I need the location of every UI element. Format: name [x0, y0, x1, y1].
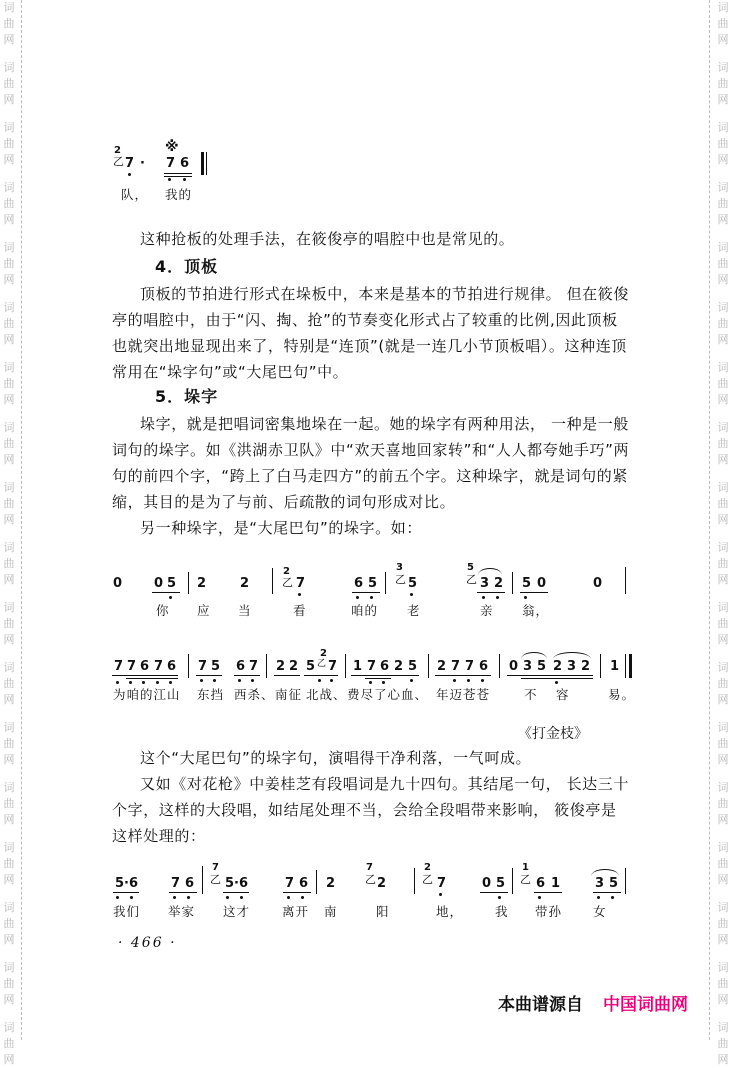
watermark-text: 词 曲 网 — [717, 601, 729, 646]
note: 7 — [249, 659, 259, 674]
underline — [352, 592, 380, 593]
underline — [520, 592, 548, 593]
underline — [164, 176, 192, 177]
footer-prefix: 本曲谱源自 — [498, 995, 583, 1015]
lyric: 费尽了心血、 — [347, 687, 429, 702]
low-octave-dot — [168, 178, 171, 181]
barline — [625, 567, 626, 594]
note: 6 — [167, 659, 177, 674]
paragraph: 另一种垛字，是“大尾巴句”的垛字。如： — [140, 519, 422, 537]
low-octave-dot — [538, 896, 541, 899]
underline — [480, 892, 508, 893]
right-watermark-strip — [708, 0, 730, 1066]
barline — [499, 654, 500, 678]
underline — [283, 892, 311, 893]
watermark-text: 词 曲 网 — [717, 1021, 729, 1066]
note: 6 — [180, 156, 190, 171]
low-octave-dot — [498, 896, 501, 899]
low-octave-dot — [298, 593, 301, 596]
watermark-text: 词 曲 网 — [3, 421, 15, 466]
note: 7 — [451, 659, 461, 674]
lyric: 地， — [436, 904, 464, 919]
lyric: 东挡 — [197, 687, 225, 702]
grace-mark: 乙 — [113, 155, 124, 168]
grace-mark: 乙 — [520, 873, 531, 886]
note: 7 — [367, 659, 377, 674]
low-octave-dot — [251, 679, 254, 682]
lyric: 不 — [524, 687, 538, 702]
grace-number: 2 — [320, 648, 327, 659]
lyric: 翁， — [522, 603, 550, 618]
grace-mark: 乙 — [282, 576, 293, 589]
note: 6 — [299, 876, 309, 891]
low-octave-dot — [169, 596, 172, 599]
note: 5 — [537, 659, 547, 674]
watermark-text: 词 曲 网 — [3, 481, 15, 526]
low-octave-dot — [129, 681, 132, 684]
watermark-text: 词 曲 网 — [717, 61, 729, 106]
underline — [477, 592, 505, 593]
lyric: 南 — [324, 904, 338, 919]
note: 0 — [537, 576, 547, 591]
low-octave-dot — [238, 679, 241, 682]
low-octave-dot — [555, 681, 558, 684]
grace-mark: 乙 — [365, 873, 376, 886]
note: 6 — [185, 876, 195, 891]
note: 1 — [610, 659, 620, 674]
barline — [385, 572, 386, 594]
note: 0 — [593, 576, 603, 591]
note: 5 — [306, 659, 316, 674]
watermark-text: 词 曲 网 — [3, 1021, 15, 1066]
note: 1 — [551, 876, 561, 891]
watermark-text: 词 曲 网 — [3, 301, 15, 346]
lyric: 举家 — [168, 904, 196, 919]
left-watermark-strip — [0, 0, 22, 1066]
note: 3 — [523, 659, 533, 674]
watermark-text: 词 曲 网 — [717, 301, 729, 346]
underline — [196, 675, 222, 676]
note: 7 — [125, 156, 135, 171]
watermark-text: 词 曲 网 — [717, 661, 729, 706]
note: 5 — [496, 876, 506, 891]
note: 6 — [536, 876, 546, 891]
note: 6 — [479, 659, 489, 674]
note: 3 — [480, 576, 490, 591]
low-octave-dot — [382, 681, 385, 684]
barline — [345, 654, 346, 678]
watermark-text: 词 曲 网 — [3, 841, 15, 886]
segno-mark: ※ — [165, 139, 179, 155]
grace-number: 2 — [424, 862, 431, 873]
low-octave-dot — [130, 896, 133, 899]
left-dashed-line — [21, 0, 22, 1040]
footer-source — [498, 990, 688, 1015]
note: 0 — [509, 659, 519, 674]
low-octave-dot — [173, 896, 176, 899]
note: 2 — [581, 659, 591, 674]
lyric: 我 — [495, 904, 509, 919]
barline — [272, 568, 273, 594]
note: 7 — [166, 156, 176, 171]
low-octave-dot — [597, 896, 600, 899]
note: 5 — [609, 876, 619, 891]
note: 7 — [296, 576, 306, 591]
paragraph: 这种抢板的处理手法，在筱俊亭的唱腔中也是常见的。 — [140, 230, 515, 248]
lyric: 看 — [293, 603, 307, 618]
underline — [113, 892, 139, 893]
low-octave-dot — [240, 896, 243, 899]
watermark-text: 词 曲 网 — [3, 901, 15, 946]
lyric: 当 — [238, 603, 252, 618]
low-octave-dot — [482, 596, 485, 599]
grace-number: 3 — [396, 562, 403, 573]
right-dashed-line — [709, 0, 710, 1040]
low-octave-dot — [439, 893, 442, 896]
watermark-text: 词 曲 网 — [3, 721, 15, 766]
grace-number: 1 — [522, 862, 529, 873]
slur — [591, 869, 619, 876]
paragraph: 又如《对花枪》中姜桂芝有段唱词是九十四句。其结尾一句， 长达三十个字，这样的大段唱，如结尾处理不当，会给全段唱带来影响， 筱俊亭是这样处理的： — [112, 775, 629, 845]
underline — [365, 678, 391, 679]
watermark-text: 词 曲 网 — [3, 541, 15, 586]
note: 1 — [353, 659, 363, 674]
note: 2 — [437, 659, 447, 674]
low-octave-dot — [128, 173, 131, 176]
lyric: 南征 — [275, 687, 303, 702]
section-heading-5: 5．垛字 — [155, 387, 219, 406]
note: 2 — [377, 876, 387, 891]
barline — [316, 870, 317, 894]
lyric: 西杀、 — [234, 687, 275, 702]
lyric: 阳 — [376, 904, 390, 919]
note: 2 — [494, 576, 504, 591]
lyric: 为咱的江山 — [113, 687, 181, 702]
note: 6 — [236, 659, 246, 674]
note: 2 — [326, 876, 336, 891]
lyric: 容 — [556, 687, 570, 702]
barline — [266, 654, 267, 678]
footer-brand-link[interactable]: 中国词曲网 — [603, 995, 688, 1015]
barline — [188, 654, 189, 678]
watermark-text: 词 曲 网 — [717, 241, 729, 286]
low-octave-dot — [200, 679, 203, 682]
watermark-text: 词 曲 网 — [717, 181, 729, 226]
note: 2 — [553, 659, 563, 674]
watermark-text: 词 曲 网 — [3, 121, 15, 166]
section-heading-4: 4．顶板 — [155, 257, 219, 276]
underline — [521, 678, 593, 679]
final-barline — [625, 654, 626, 678]
watermark-text: 词 曲 网 — [3, 781, 15, 826]
watermark-text: 词 曲 网 — [717, 361, 729, 406]
barline — [512, 868, 513, 894]
final-barline — [201, 152, 204, 175]
note: 3 — [595, 876, 605, 891]
note: 7 — [171, 876, 181, 891]
watermark-text: 词 曲 网 — [717, 1, 729, 46]
watermark-text: 词 曲 网 — [3, 181, 15, 226]
dot-note: · — [140, 156, 145, 171]
grace-number: 7 — [366, 862, 373, 873]
barline — [512, 572, 513, 594]
barline — [414, 868, 415, 894]
barline — [202, 866, 203, 894]
underline — [234, 675, 260, 676]
lyric: 我的 — [165, 187, 193, 202]
underline — [274, 675, 300, 676]
barline — [428, 654, 429, 678]
watermark-text: 词 曲 网 — [3, 61, 15, 106]
low-octave-dot — [410, 679, 413, 682]
watermark-text: 词 曲 网 — [717, 421, 729, 466]
note: 6 — [380, 659, 390, 674]
final-barline — [629, 654, 632, 678]
low-octave-dot — [370, 596, 373, 599]
grace-number: 2 — [114, 145, 121, 156]
note: 2 — [240, 576, 250, 591]
lyric: 离开 — [282, 904, 310, 919]
watermark-text: 词 曲 网 — [3, 241, 15, 286]
watermark-text: 词 曲 网 — [717, 781, 729, 826]
lyric: 老 — [407, 603, 421, 618]
grace-mark: 乙 — [317, 659, 327, 669]
slur — [521, 652, 547, 659]
slur — [478, 568, 502, 575]
underline — [534, 892, 562, 893]
watermark-text: 词 曲 网 — [3, 961, 15, 1006]
low-octave-dot — [183, 178, 186, 181]
low-octave-dot — [213, 679, 216, 682]
low-octave-dot — [169, 681, 172, 684]
grace-number: 5 — [467, 562, 474, 573]
low-octave-dot — [611, 896, 614, 899]
paragraph: 这个“大尾巴句”的垛字句，演唱得干净利落，一气呵成。 — [140, 749, 532, 767]
note: 0 — [113, 576, 123, 591]
lyric: 你 — [156, 603, 170, 618]
page-number: · 466 · — [118, 935, 177, 951]
note: 5 — [408, 576, 418, 591]
low-octave-dot — [481, 679, 484, 682]
note: 2 — [197, 576, 207, 591]
lyric: 女 — [593, 904, 607, 919]
note: 2 — [276, 659, 286, 674]
note: 5·6 — [225, 876, 249, 891]
underline — [507, 675, 593, 676]
watermark-text: 词 曲 网 — [717, 481, 729, 526]
watermark-text: 词 曲 网 — [717, 541, 729, 586]
note: 5 — [211, 659, 221, 674]
note: 5 — [368, 576, 378, 591]
note: 0 — [154, 576, 164, 591]
low-octave-dot — [318, 679, 321, 682]
grace-mark: 乙 — [395, 573, 406, 586]
note: 6 — [354, 576, 364, 591]
source-citation: 《打金枝》 — [518, 726, 588, 742]
note: 6 — [140, 659, 150, 674]
watermark-text: 词 曲 网 — [3, 1, 15, 46]
barline — [600, 654, 601, 678]
low-octave-dot — [142, 681, 145, 684]
low-octave-dot — [116, 896, 119, 899]
lyric: 这才 — [223, 904, 251, 919]
barline — [188, 572, 189, 594]
underline — [169, 892, 197, 893]
low-octave-dot — [369, 681, 372, 684]
note: 7 — [465, 659, 475, 674]
watermark-text: 词 曲 网 — [3, 661, 15, 706]
note: 5 — [167, 576, 177, 591]
low-octave-dot — [330, 679, 333, 682]
low-octave-dot — [524, 596, 527, 599]
paragraph: 顶板的节拍进行形式在垛板中，本来是基本的节拍进行规律。 但在筱俊亭的唱腔中，由于“闪、掏、抢”的节奏变化形式占了较重的比例,因此顶板也就突出地显现出来了，特别是“连顶”(就是一连几小节顶板唱）。这种连顶常用在“垛字句”或“大尾巴句”中。 — [112, 285, 629, 381]
note: 5 — [522, 576, 532, 591]
underline — [435, 675, 491, 676]
lyric: 北战、 — [306, 687, 347, 702]
underline — [152, 592, 180, 593]
note: 0 — [482, 876, 492, 891]
watermark-text: 词 曲 网 — [717, 901, 729, 946]
lyric: 易。 — [608, 687, 636, 702]
low-octave-dot — [116, 681, 119, 684]
watermark-text: 词 曲 网 — [3, 601, 15, 646]
note: 7 — [285, 876, 295, 891]
barline — [625, 868, 626, 894]
note: 7 — [198, 659, 208, 674]
low-octave-dot — [496, 596, 499, 599]
lyric: 咱的 — [351, 603, 379, 618]
note: 7 — [114, 659, 124, 674]
watermark-text: 词 曲 网 — [717, 841, 729, 886]
low-octave-dot — [410, 593, 413, 596]
watermark-text: 词 曲 网 — [717, 961, 729, 1006]
low-octave-dot — [226, 896, 229, 899]
lyric: 亲 — [480, 603, 494, 618]
note: 2 — [394, 659, 404, 674]
lyric: 带孙 — [535, 904, 563, 919]
slur — [553, 652, 591, 659]
paragraph: 垛字，就是把唱词密集地垛在一起。她的垛字有两种用法， 一种是一般词句的垛字。如《洪湖赤卫队》中“欢天喜地回家转”和“人人都夸她手巧”两句的前四个字，“跨上了白马走四方”的前五个字。这种垛字，就是词句的紧缩，其目的是为了与前、后疏散的词句形成对比。 — [112, 415, 630, 511]
note: 5 — [408, 659, 418, 674]
grace-number: 7 — [212, 862, 219, 873]
underline — [164, 173, 192, 174]
watermark-text: 词 曲 网 — [3, 361, 15, 406]
low-octave-dot — [356, 596, 359, 599]
note: 5·6 — [115, 876, 139, 891]
low-octave-dot — [287, 896, 290, 899]
lyric: 我们 — [113, 904, 141, 919]
low-octave-dot — [453, 679, 456, 682]
underline — [304, 675, 338, 676]
note: 3 — [567, 659, 577, 674]
lyric: 应 — [197, 603, 211, 618]
note: 7 — [127, 659, 137, 674]
final-barline — [206, 152, 207, 175]
underline — [112, 675, 178, 676]
low-octave-dot — [301, 896, 304, 899]
low-octave-dot — [187, 896, 190, 899]
low-octave-dot — [156, 681, 159, 684]
underline — [223, 892, 249, 893]
note: 2 — [289, 659, 299, 674]
note: 7 — [328, 659, 338, 674]
underline — [126, 678, 178, 679]
low-octave-dot — [467, 679, 470, 682]
note: 7 — [154, 659, 164, 674]
grace-mark: 乙 — [422, 873, 433, 886]
underline — [351, 675, 419, 676]
grace-mark: 乙 — [466, 573, 477, 586]
underline — [593, 892, 621, 893]
lyric: 队， — [121, 187, 149, 202]
watermark-text: 词 曲 网 — [717, 721, 729, 766]
note: 7 — [437, 876, 447, 891]
grace-mark: 乙 — [210, 873, 221, 886]
watermark-text: 词 曲 网 — [717, 121, 729, 166]
grace-number: 2 — [283, 566, 290, 577]
lyric: 年迈苍苍 — [436, 687, 491, 702]
